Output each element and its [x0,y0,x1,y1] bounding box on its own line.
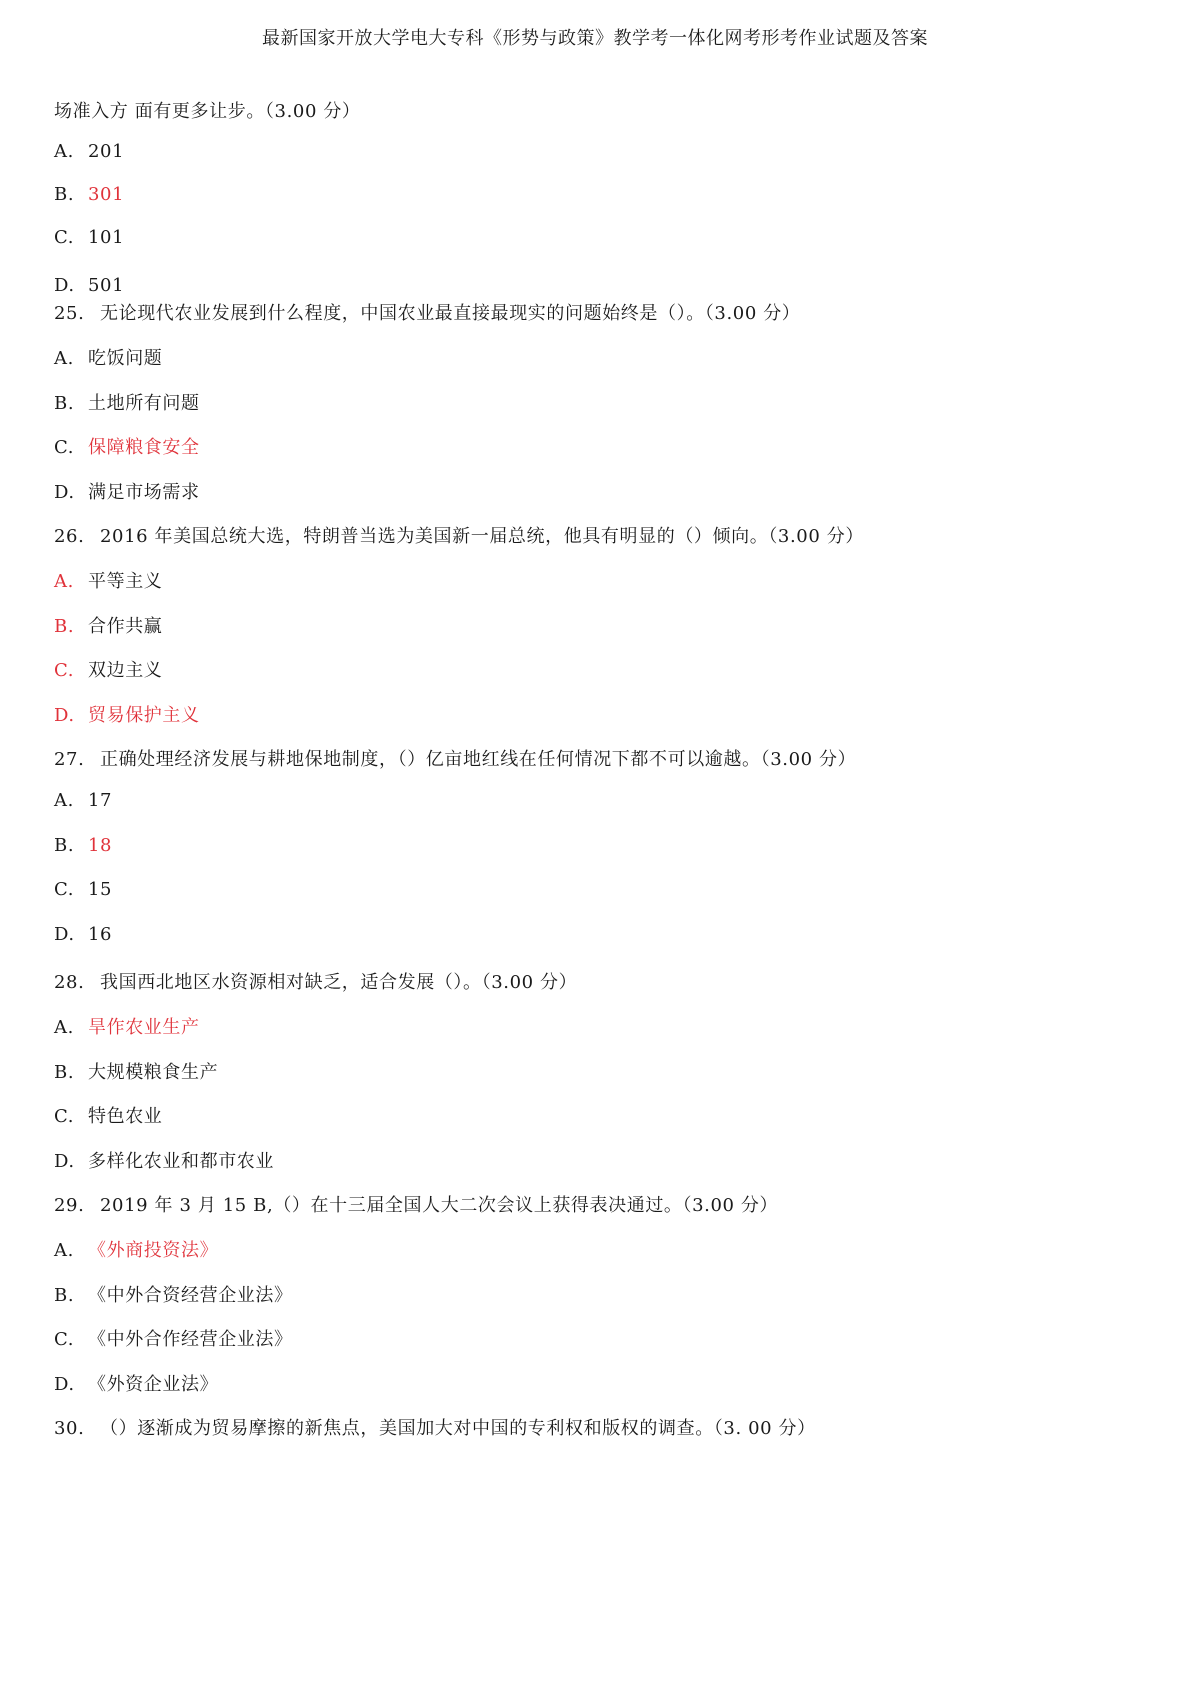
option-label-answer: D. [54,705,75,726]
option-text: 《外资企业法》 [88,1374,219,1395]
q28-option-d [54,1147,274,1173]
q24-option-c [54,227,124,248]
option-text: 17 [88,790,113,811]
q27-option-d [54,924,112,945]
option-text: 201 [88,141,125,162]
q24-option-a [54,141,124,162]
option-label: C. [54,437,75,458]
option-label-answer: A. [54,571,74,592]
option-label: B. [54,393,75,414]
option-label: D. [54,482,75,503]
q25-option-d [54,478,200,504]
option-label: B. [54,1062,75,1083]
option-text: 16 [88,924,113,945]
question-24-continuation: 场准入方 面有更多让步。（3.00 分） [54,101,361,122]
option-label: C. [54,879,75,900]
q27-option-a [54,790,112,811]
option-text: 101 [88,227,125,248]
option-text-answer: 《外商投资法》 [88,1240,219,1261]
question-text: 2016 年美国总统大选，特朗普当选为美国新一届总统，他具有明显的（）倾向。（3.00 分） [100,526,864,547]
option-label: B. [54,1285,75,1306]
option-text-answer: 保障粮食安全 [88,437,200,458]
option-text: 15 [88,879,113,900]
q25-option-b [54,389,200,415]
option-label: A. [54,141,74,162]
q28-option-c [54,1102,162,1128]
q25-option-a [54,344,162,370]
option-label: D. [54,275,75,296]
question-30 [54,1414,816,1440]
option-label: D. [54,1151,75,1172]
question-27 [54,745,856,771]
option-text: 合作共赢 [88,616,163,637]
option-text: 土地所有问题 [88,393,200,414]
question-29 [54,1191,778,1217]
option-label: A. [54,348,74,369]
option-label: B. [54,835,75,856]
question-number: 30. [54,1418,85,1439]
q25-option-c [54,433,200,459]
option-label: D. [54,1374,75,1395]
question-text: 我国西北地区水资源相对缺乏，适合发展（）。（3.00 分） [100,972,578,993]
question-number: 28. [54,972,85,993]
q26-option-b [54,612,162,638]
question-text: 正确处理经济发展与耕地保地制度，（）亿亩地红线在任何情况下都不可以逾越。（3.00 分） [100,749,857,770]
option-text: 吃饭问题 [88,348,163,369]
option-text: 特色农业 [88,1106,163,1127]
question-text: 无论现代农业发展到什么程度，中国农业最直接最现实的问题始终是（）。（3.00 分） [100,303,801,324]
option-label: A. [54,790,74,811]
question-26 [54,522,864,548]
q29-option-b [54,1281,293,1307]
option-label: C. [54,1106,75,1127]
q26-option-c [54,656,162,682]
option-text: 平等主义 [88,571,163,592]
q28-option-a [54,1013,200,1039]
option-text: 大规模粮食生产 [88,1062,219,1083]
option-label-answer: B. [54,616,75,637]
option-text-answer: 301 [88,184,125,205]
option-label-answer: C. [54,660,75,681]
option-text-answer: 18 [88,835,113,856]
option-text: 《中外合资经营企业法》 [88,1285,293,1306]
option-text: 满足市场需求 [88,482,200,503]
q28-option-b [54,1058,218,1084]
q26-option-d [54,701,200,727]
option-text-answer: 贸易保护主义 [88,705,200,726]
question-25 [54,299,800,325]
q24-option-b [54,184,124,205]
q29-option-d [54,1370,218,1396]
q26-option-a [54,567,162,593]
q27-option-b [54,835,112,856]
option-label: C. [54,1329,75,1350]
question-text: 2019 年 3 月 15 B,（）在十三届全国人大二次会议上获得表决通过。（3.00 分） [100,1195,779,1216]
question-number: 26. [54,526,85,547]
option-label: B. [54,184,75,205]
option-label: D. [54,924,75,945]
question-number: 27. [54,749,85,770]
q24-option-d [54,275,124,296]
question-number: 25. [54,303,85,324]
question-28 [54,968,577,994]
option-label: A. [54,1017,74,1038]
q29-option-c [54,1325,293,1351]
q29-option-a [54,1236,218,1262]
option-label: C. [54,227,75,248]
question-text: （）逐渐成为贸易摩擦的新焦点，美国加大对中国的专利权和版权的调查。（3. 00 分） [100,1418,816,1439]
option-text: 《中外合作经营企业法》 [88,1329,293,1350]
page-header: 最新国家开放大学电大专科《形势与政策》教学考一体化网考形考作业试题及答案 [262,28,928,49]
option-label: A. [54,1240,74,1261]
option-text: 501 [88,275,125,296]
option-text: 双边主义 [88,660,163,681]
option-text-answer: 旱作农业生产 [88,1017,200,1038]
q27-option-c [54,879,112,900]
option-text: 多样化农业和都市农业 [88,1151,274,1172]
question-number: 29. [54,1195,85,1216]
